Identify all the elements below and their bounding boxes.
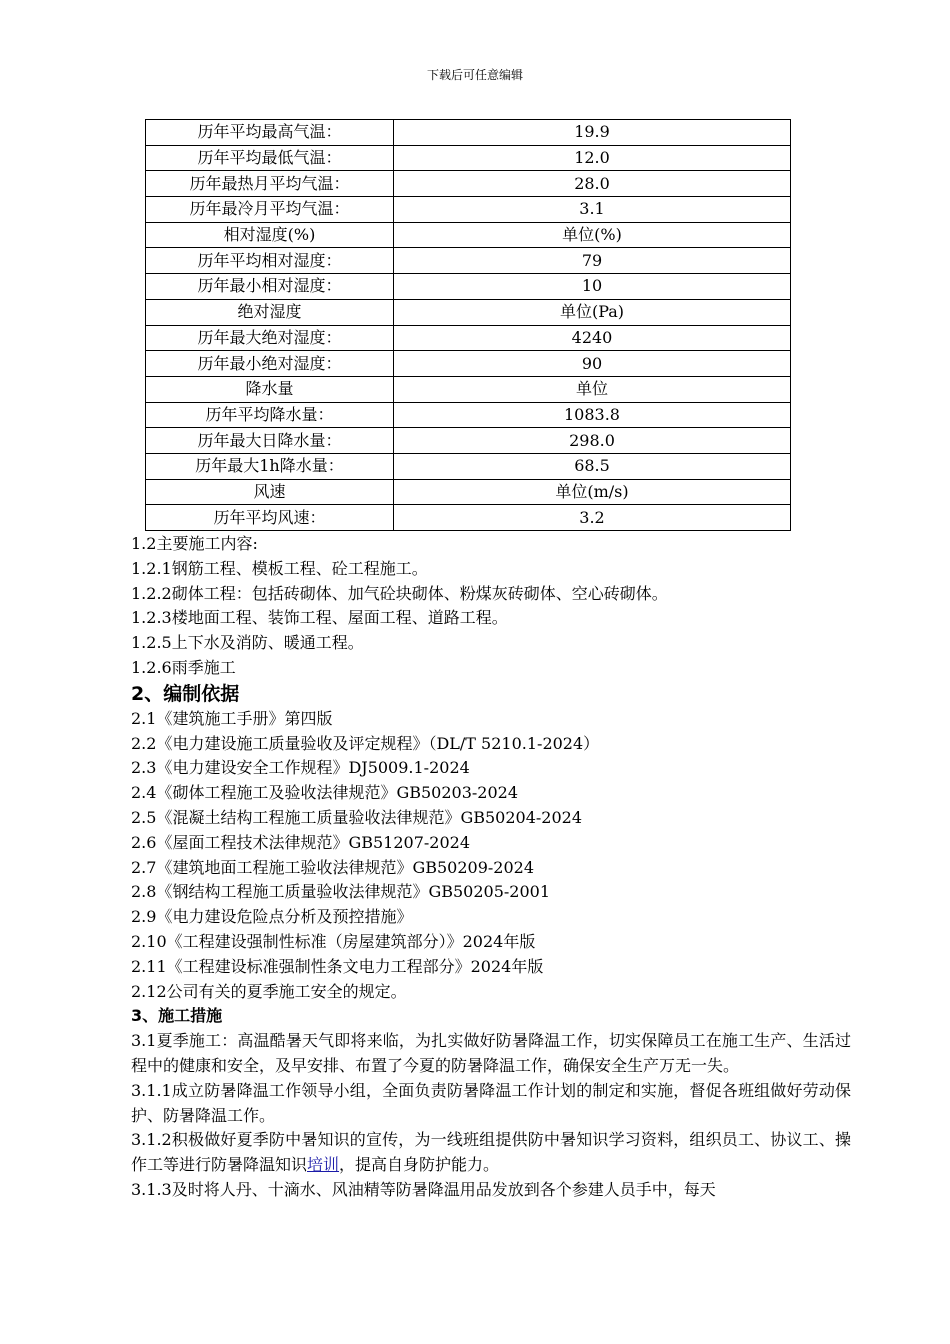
- table-row: [146, 453, 791, 479]
- paragraph-3-1-3: 3.1.3及时将人丹、十滴水、风油精等防暑降温用品发放到各个参建人员手中，每天: [131, 1179, 716, 1199]
- table-cell-value: 3.2: [394, 505, 791, 531]
- table-row: [146, 351, 791, 377]
- table-cell-value: 3.1: [394, 197, 791, 223]
- page-header: 下载后可任意编辑: [426, 68, 523, 82]
- table-row: [146, 145, 791, 171]
- table-cell-value: 68.5: [394, 453, 791, 479]
- table-cell-label: 历年最大1h降水量：: [146, 453, 394, 479]
- document-body: [131, 532, 851, 1203]
- table-row: [146, 505, 791, 531]
- reference-item: 2.12公司有关的夏季施工安全的规定。: [131, 981, 407, 1001]
- table-cell-label: 历年最热月平均气温：: [146, 171, 394, 197]
- list-item: 1.2.3楼地面工程、装饰工程、屋面工程、道路工程。: [131, 608, 508, 628]
- list-item: 1.2.1钢筋工程、模板工程、砼工程施工。: [131, 558, 428, 578]
- section-heading-2: 2、编制依据: [131, 682, 240, 705]
- table-row: [146, 402, 791, 428]
- reference-item: 2.2《电力建设施工质量验收及评定规程》（DL/T 5210.1-2024）: [131, 733, 600, 753]
- table-cell-value: 单位(%): [394, 222, 791, 248]
- table-cell-label: 降水量: [146, 376, 394, 402]
- table-row: [146, 299, 791, 325]
- reference-item: 2.7《建筑地面工程施工验收法律规范》GB50209-2024: [131, 857, 535, 877]
- table-cell-label: 历年平均相对湿度：: [146, 248, 394, 274]
- list-item: 1.2.2砌体工程：包括砖砌体、加气砼块砌体、粉煤灰砖砌体、空心砖砌体。: [131, 583, 668, 603]
- table-cell-label: 历年最小绝对湿度：: [146, 351, 394, 377]
- paragraph-text: ，提高自身防护能力。: [339, 1155, 500, 1175]
- paragraph-3-1-1: 3.1.1成立防暑降温工作领导小组，全面负责防暑降温工作计划的制定和实施，督促各班组做好劳动保护、防暑降温工作。: [131, 1080, 851, 1125]
- table-cell-label: 风速: [146, 479, 394, 505]
- table-cell-value: 28.0: [394, 171, 791, 197]
- table-cell-value: 10: [394, 274, 791, 300]
- table-row: [146, 479, 791, 505]
- paragraph-3-1: 3.1夏季施工：高温酷暑天气即将来临，为扎实做好防暑降温工作，切实保障员工在施工生产、生活过程中的健康和安全，及早安排、布置了今夏的防暑降温工作，确保安全生产万无一失。: [131, 1031, 851, 1075]
- table-row: [146, 197, 791, 223]
- table-cell-label: 历年最大绝对湿度：: [146, 325, 394, 351]
- table-cell-value: 79: [394, 248, 791, 274]
- table-cell-label: 历年平均最高气温：: [146, 120, 394, 146]
- table-cell-label: 历年最冷月平均气温：: [146, 197, 394, 223]
- table-cell-value: 19.9: [394, 120, 791, 146]
- table-cell-value: 1083.8: [394, 402, 791, 428]
- table-row: [146, 222, 791, 248]
- section-title-1-2: 1.2主要施工内容:: [131, 534, 258, 553]
- table-row: [146, 171, 791, 197]
- table-row: [146, 248, 791, 274]
- table-cell-value: 4240: [394, 325, 791, 351]
- paragraph-text: 3.1.2积极做好夏季防中暑知识的宣传，为一线班组提供防中暑知识学习资料，组织员工、协议工、操作工等进行防暑降温知识: [131, 1130, 851, 1175]
- training-link[interactable]: 培训: [307, 1155, 340, 1175]
- table-row: [146, 120, 791, 146]
- table-cell-value: 90: [394, 351, 791, 377]
- table-cell-label: 相对湿度(%): [146, 222, 394, 248]
- table-cell-label: 历年最小相对湿度：: [146, 274, 394, 300]
- table-cell-value: 12.0: [394, 145, 791, 171]
- reference-item: 2.4《砌体工程施工及验收法律规范》GB50203-2024: [131, 783, 519, 803]
- table-cell-value: 298.0: [394, 428, 791, 454]
- table-cell-value: 单位(m/s): [394, 479, 791, 505]
- table-row: [146, 376, 791, 402]
- list-item: 1.2.6雨季施工: [131, 657, 236, 677]
- climate-table: [145, 119, 791, 531]
- table-cell-label: 历年平均降水量：: [146, 402, 394, 428]
- reference-item: 2.8《钢结构工程施工质量验收法律规范》GB50205-2001: [131, 882, 551, 902]
- reference-item: 2.5《混凝土结构工程施工质量验收法律规范》GB50204-2024: [131, 807, 583, 827]
- reference-item: 2.9《电力建设危险点分析及预控措施》: [131, 907, 413, 927]
- list-item: 1.2.5上下水及消防、暖通工程。: [131, 633, 364, 653]
- table-cell-label: 历年最大日降水量：: [146, 428, 394, 454]
- table-cell-label: 绝对湿度: [146, 299, 394, 325]
- paragraph-3-1-2: [131, 1128, 851, 1178]
- table-row: [146, 428, 791, 454]
- table-row: [146, 274, 791, 300]
- section-heading-3: 3、施工措施: [131, 1006, 223, 1026]
- table-cell-label: 历年平均最低气温：: [146, 145, 394, 171]
- reference-item: 2.6《屋面工程技术法律规范》GB51207-2024: [131, 832, 471, 852]
- table-cell-label: 历年平均风速：: [146, 505, 394, 531]
- table-cell-value: 单位: [394, 376, 791, 402]
- reference-item: 2.1《建筑施工手册》第四版: [131, 708, 333, 728]
- reference-item: 2.11《工程建设标准强制性条文电力工程部分》2024年版: [131, 956, 544, 976]
- table-row: [146, 325, 791, 351]
- table-cell-value: 单位(Pa): [394, 299, 791, 325]
- reference-item: 2.10《工程建设强制性标准（房屋建筑部分）》2024年版: [131, 931, 536, 951]
- reference-item: 2.3《电力建设安全工作规程》DJ5009.1-2024: [131, 758, 470, 778]
